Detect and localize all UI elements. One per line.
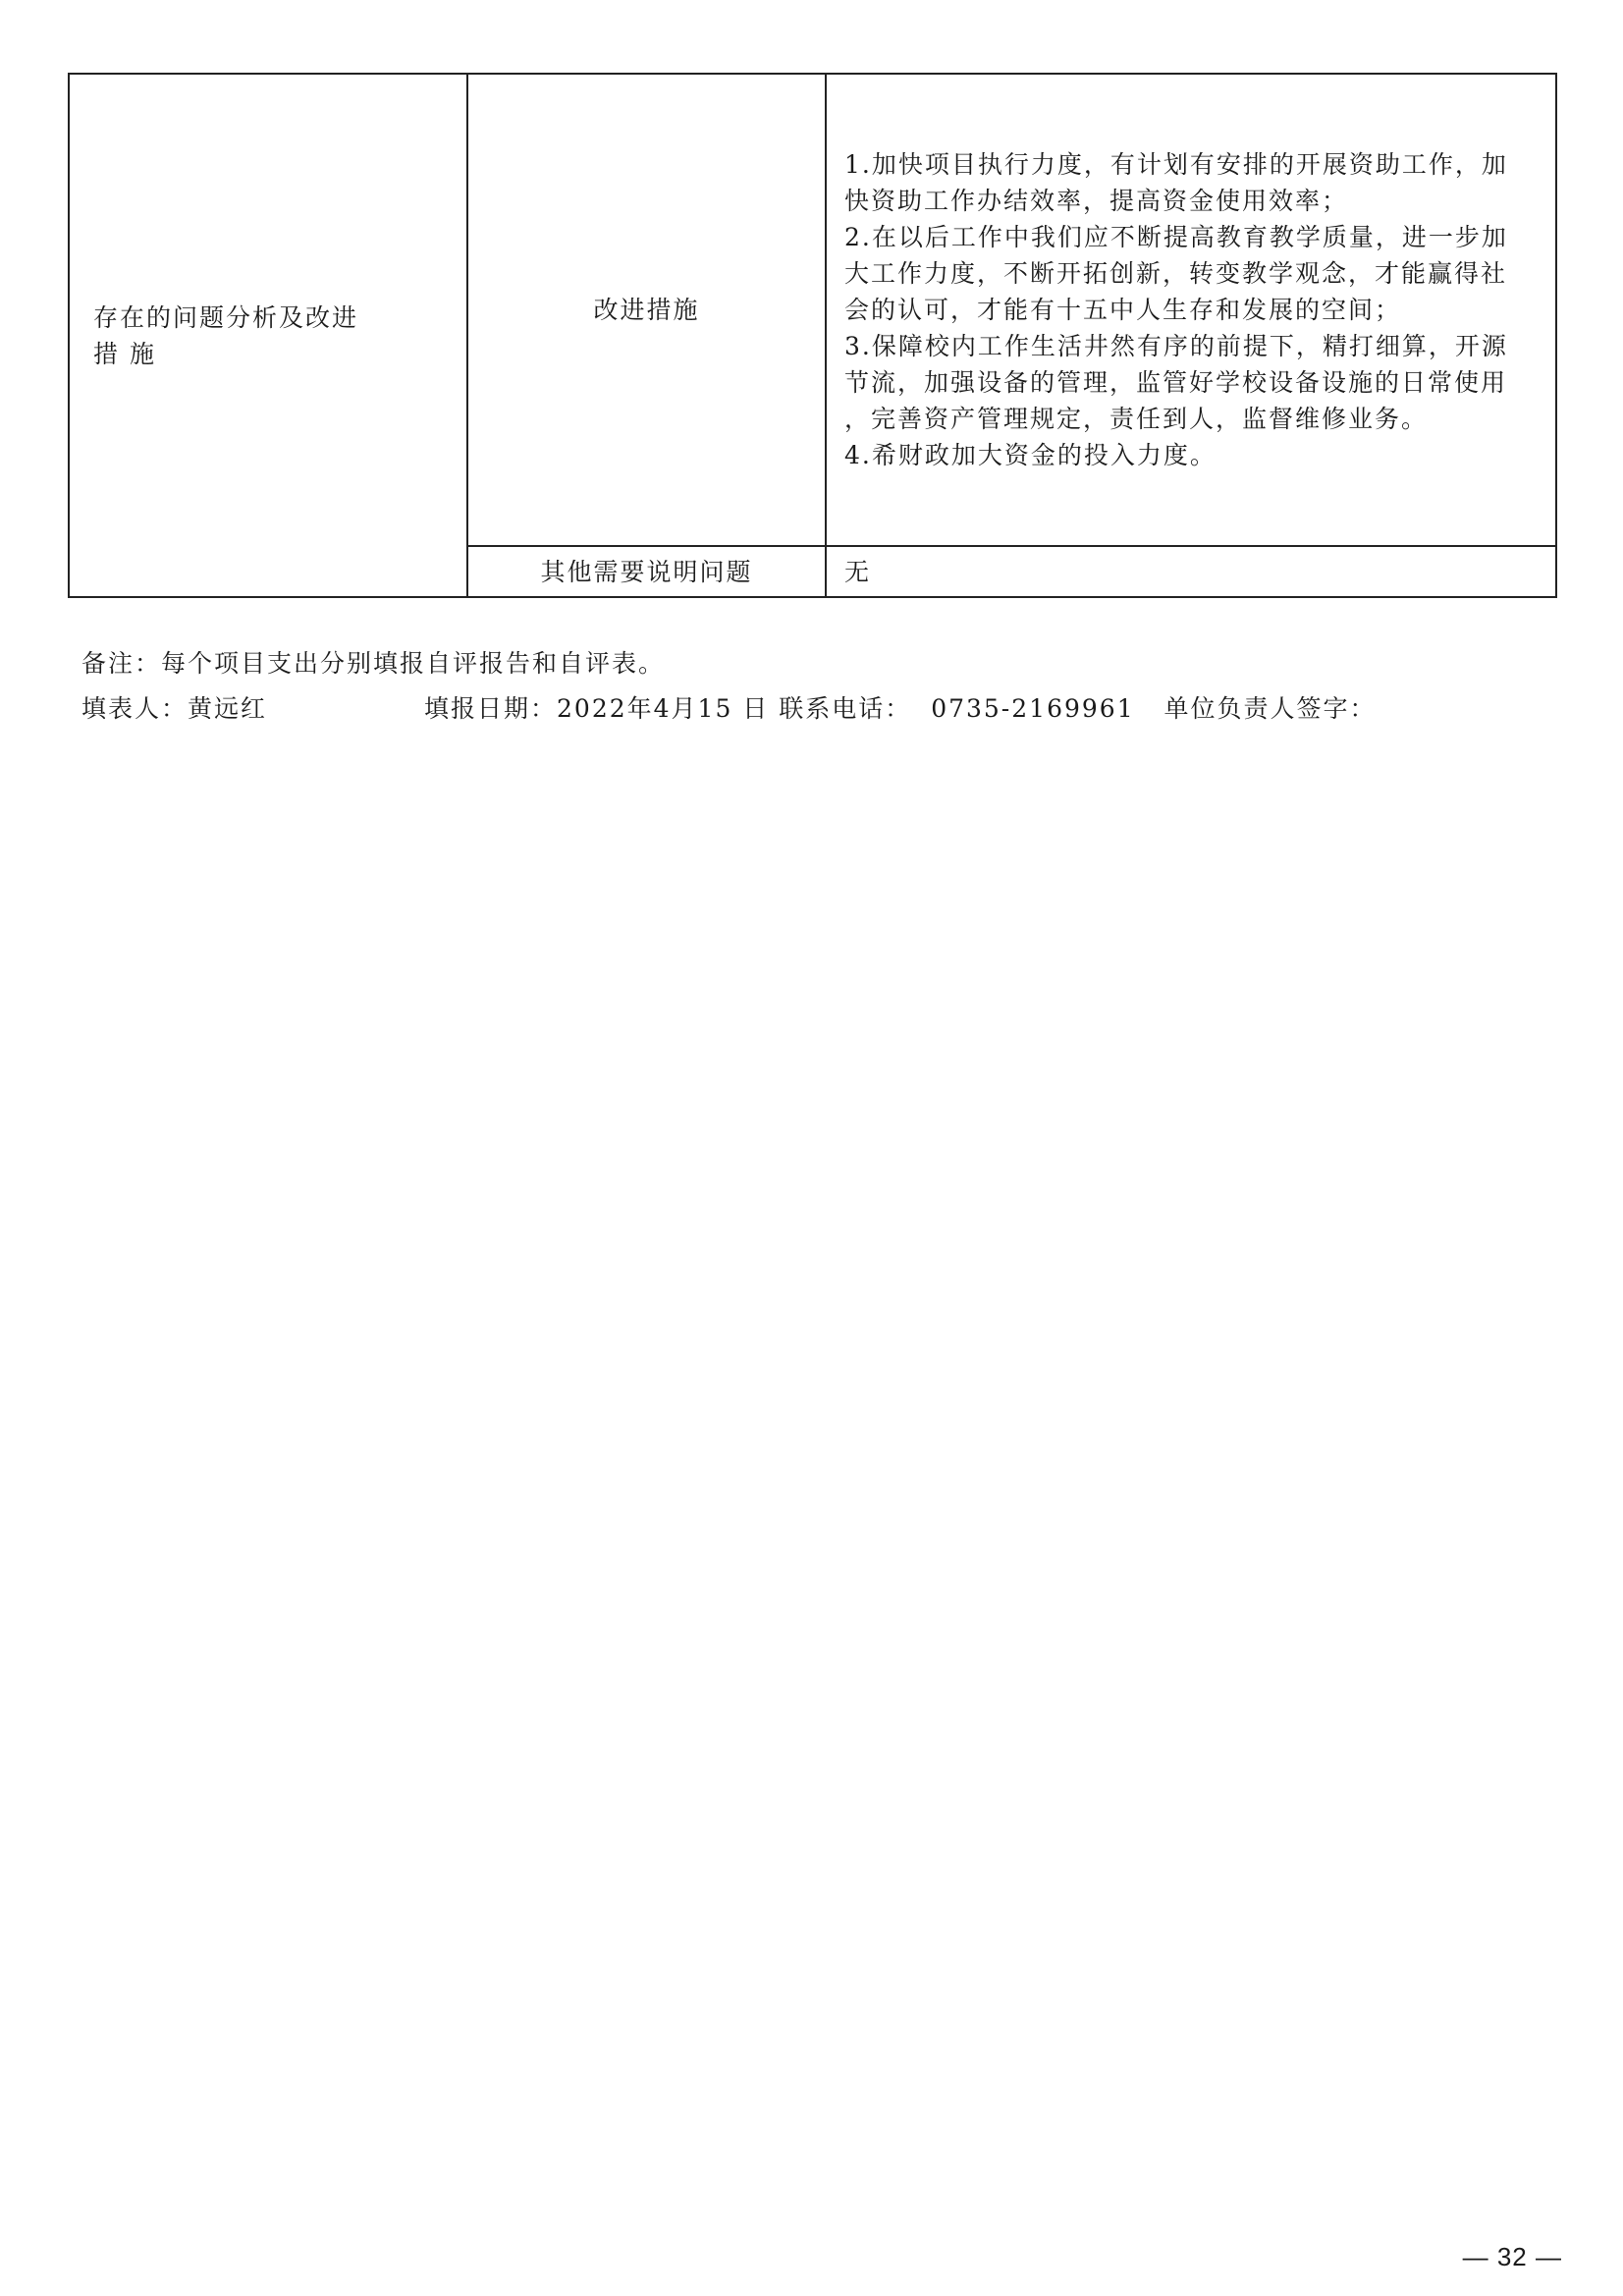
phone-label: 联系电话： [779,694,912,723]
improvement-measures-list [844,146,1555,473]
improvement-measures-label: 改进措施 [467,74,826,546]
category-label [93,300,388,372]
signer-label: 单位负责人签字： [1163,694,1377,723]
list-item: ，完善资产管理规定，责任到人，监督维修业务。 [844,405,1429,433]
list-item: 节流，加强设备的管理，监管好学校设备设施的日常使用 [844,368,1508,397]
other-issues-label: 其他需要说明问题 [467,546,826,597]
list-item: 4.希财政加大资金的投入力度。 [844,441,1217,469]
footnote: 备注：每个项目支出分别填报自评报告和自评表。 [81,649,666,678]
fill-date: 填报日期：2022年4月15 日 [424,694,770,723]
list-item: 2.在以后工作中我们应不断提高教育教学质量，进一步加 [844,223,1508,251]
list-item: 1.加快项目执行力度，有计划有安排的开展资助工作，加 [844,150,1508,179]
page-number: — 32 — [1462,2242,1562,2271]
table-row [69,74,1556,546]
other-issues-value: 无 [826,546,1556,597]
list-item: 快资助工作办结效率，提高资金使用效率； [844,187,1349,215]
category-label-line1: 存在的问题分析及改进 [93,302,359,332]
list-item: 3.保障校内工作生活井然有序的前提下，精打细算，开源 [844,332,1508,360]
list-item: 会的认可，才能有十五中人生存和发展的空间； [844,296,1402,324]
signature-line [81,691,1376,727]
category-label-line2: 措 施 [93,339,156,368]
category-cell [69,74,467,597]
list-item: 大工作力度，不断开拓创新，转变教学观念，才能赢得社 [844,259,1508,288]
phone-number: 0735-2169961 [931,694,1135,723]
filler-label: 填表人：黄远红 [81,694,268,723]
self-evaluation-table [68,73,1557,598]
improvement-measures-content [826,74,1556,546]
